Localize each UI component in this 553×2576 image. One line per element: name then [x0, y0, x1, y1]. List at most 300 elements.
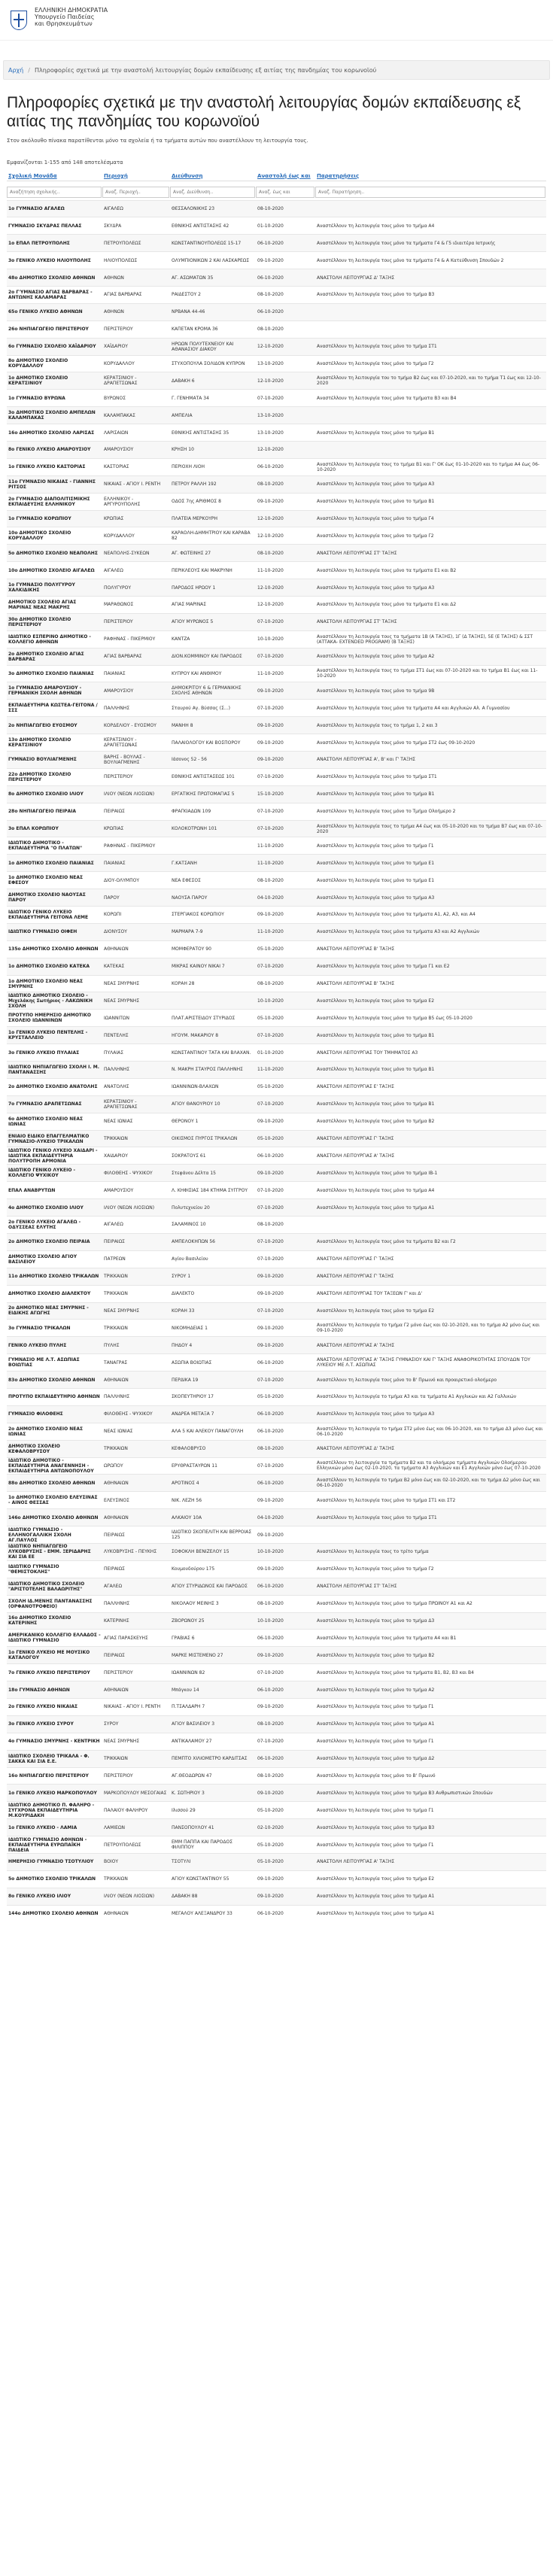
until-cell: 09-10-2020 [257, 1497, 284, 1503]
address-cell: ΠΛΑΤΕΙΑ ΜΕΡΚΟΥΡΗ [172, 515, 217, 521]
area-cell: ΑΘΗΝΑΙΩΝ [104, 1514, 129, 1520]
table-row [7, 1802, 546, 1819]
address-cell: ΝΡΒΑΝΑ 44-46 [172, 309, 205, 315]
address-cell: ΕΘΝΙΚΗΣ ΑΝΤΙΣΤΑΣΗΣ 42 [172, 223, 229, 229]
table-row [7, 1010, 546, 1027]
address-cell: ΑΓΙΟΥ ΘΑΝΟΥΡΙΟΥ 10 [172, 1101, 220, 1107]
table-header-row [7, 172, 546, 181]
until-cell: 12-10-2020 [257, 585, 284, 591]
table-row [7, 1854, 546, 1871]
address-cell: ΣΤΥΧΟΠΟΥΛΑ ΣΟΛΙΔΟΝ ΚΥΠΡΟΝ [172, 360, 245, 366]
table-row [7, 1733, 546, 1750]
table-row [7, 355, 546, 372]
area-cell: ΑΓΑΛΕΩ [104, 1584, 123, 1590]
address-cell: ΚΑΠΕΤΑΝ ΚΡΟΜΑ 36 [172, 327, 218, 333]
address-cell: ΚΟΡΑΗ 28 [172, 981, 195, 987]
until-cell: 11-10-2020 [257, 567, 284, 573]
address-cell: ΗΡΩΩΝ ΠΟΛΥΤΕΧΝΕΙΟΥ ΚΑΙ ΑΘΑΝΑΣΙΟΥ ΔΙΑΚΟΥ [172, 341, 234, 352]
address-cell: ΜΑΡΜΑΡΑ 7-9 [172, 929, 203, 935]
school-cell: ΙΔΙΩΤΙΚΟ ΓΕΝΙΚΟ ΛΥΚΕΙΟ - ΚΟΛΛΕΓΙΟ ΨΥΧΙΚΟΥ [8, 1168, 76, 1179]
school-cell: 1ο ΓΕΝΙΚΟ ΛΥΚΕΙΟ ΜΑΡΚΟΠΟΥΛΟΥ [8, 1790, 97, 1796]
address-cell: ΠΕΡΙΟΧΗ ΛΙΟΗ [172, 464, 205, 470]
address-cell: ΜΑΡΚΕ ΜΙΣΤΕΜΕΝΟ 27 [172, 1652, 223, 1658]
area-cell: ΣΚΥΔΡΑ [104, 223, 122, 229]
address-cell: ΟΔΟΣ 7ης ΑΡΙΘΜΟΣ 8 [172, 499, 221, 505]
until-cell: 12-10-2020 [257, 515, 284, 521]
area-cell: ΛΑΡΙΣΑΙΩΝ [104, 430, 129, 436]
area-cell: ΚΡΩΠΙΑΣ [104, 826, 124, 831]
address-cell: ΙΔΙΩΤΙΚΟ ΣΚΟΠΕΛΙΤΗ ΚΑΙ ΒΕΡΡΟΙΑΣ 125 [172, 1530, 252, 1541]
area-cell: ΤΡΙΚΚΑΙΩΝ [104, 1446, 128, 1452]
school-cell: ΕΚΠΑΙΔΕΥΤΗΡΙΑ ΚΩΣΤΕΑ-ΓΕΙΤΟΝΑ / ΣΣΣ [8, 703, 98, 714]
notes-cell: Αναστέλλουν τη λειτουργία τους μόνο το τμήμα Ε2 [317, 1308, 435, 1314]
until-cell: 06-10-2020 [257, 1480, 284, 1486]
notes-cell: Αναστέλλουν τη λειτουργία τους μόνο τα τμήματα Β2 και Γ2 [317, 1239, 456, 1245]
notes-cell: Αναστέλλουν τη λειτουργία τους μόνο το Τμήμα Ολοήμερο 2 [317, 809, 456, 815]
until-cell: 12-10-2020 [257, 378, 284, 384]
notes-cell: Αναστέλλουν τη λειτουργία τους μόνο το τμήμα Α4 [317, 1187, 435, 1193]
until-cell: 07-10-2020 [257, 1463, 284, 1469]
until-cell: 07-10-2020 [257, 619, 284, 625]
notes-cell: Αναστέλλουν τη λειτουργία τους μόνο το τμήμα Ε2 [317, 1876, 435, 1882]
school-cell: 48ο ΔΗΜΟΤΙΚΟ ΣΧΟΛΕΙΟ ΑΘΗΝΩΝ [8, 275, 96, 281]
table-row [7, 1182, 546, 1199]
notes-cell: Αναστέλλουν τη λειτουργία τους μόνο το τμήμα ΣΤ2 έως 09-10-2020 [317, 740, 476, 746]
area-cell: ΚΑΤΕΚΑΣ [104, 964, 125, 970]
filter-area-input[interactable] [102, 187, 169, 198]
until-cell: 10-10-2020 [257, 1618, 284, 1624]
until-cell: 05-10-2020 [257, 1807, 284, 1813]
school-cell: 11ο ΔΗΜΟΤΙΚΟ ΣΧΟΛΕΙΟ ΤΡΙΚΑΛΩΝ [8, 1274, 99, 1280]
until-cell: 05-10-2020 [257, 1394, 284, 1400]
notes-cell: Αναστέλλουν τη λειτουργία τους μόνο το τμήμα Α1 [317, 1911, 435, 1917]
until-cell: 05-10-2020 [257, 1084, 284, 1090]
table-row [7, 1526, 546, 1544]
notes-cell: Αναστέλλουν τη λειτουργία τους μόνο το τμήμα Α3 [317, 1411, 435, 1417]
table-row [7, 1062, 546, 1079]
area-cell: ΠΕΡΙΣΤΕΡΙΟΥ [104, 1773, 133, 1779]
notes-cell: Αναστέλλουν τη λειτουργία τους μόνο το τμήμα Γ1 και Ε2 [317, 964, 450, 970]
until-cell: 09-10-2020 [257, 757, 284, 763]
until-cell: 07-10-2020 [257, 705, 284, 711]
until-cell: 10-10-2020 [257, 998, 284, 1004]
area-cell: ΠΑΡΟΥ [104, 895, 120, 901]
area-cell: ΠΕΡΙΣΤΕΡΙΟΥ [104, 327, 133, 333]
notes-cell: Αναστέλλουν τη λειτουργία τους μόνο το τμήμα Δ3 [317, 1618, 435, 1624]
until-cell: 11-10-2020 [257, 929, 284, 935]
school-cell: 2ο ΔΗΜΟΤΙΚΟ ΣΧΟΛΕΙΟ ΑΓΙΑΣ ΒΑΡΒΑΡΑΣ [8, 651, 84, 662]
address-cell: ΚΑΡΑΟΛΗ-ΔΗΜΗΤΡΙΟΥ ΚΑΙ ΚΑΡΑΒΑ 82 [172, 530, 251, 542]
table-row [7, 252, 546, 269]
until-cell: 06-10-2020 [257, 464, 284, 470]
notes-cell: Αναστέλλουν τη λειτουργία τους μόνο το τμήμα Β3 [317, 292, 435, 298]
area-cell: ΑΘΗΝΩΝ [104, 309, 124, 315]
table-row [7, 1423, 546, 1440]
school-cell: ΙΔΙΩΤΙΚΟ ΔΗΜΟΤΙΚΟ - ΕΚΠΑΙΔΕΥΤΗΡΙΑ "Ο ΠΛΑΤΩΝ" [8, 840, 83, 852]
area-cell: ΝΕΑΣ ΣΜΥΡΝΗΣ [104, 998, 140, 1004]
table-row [7, 1440, 546, 1457]
school-cell: 1ο ΓΥΜΝΑΣΙΟ ΚΟΡΩΠΙΟΥ [8, 515, 71, 521]
column-header-address[interactable]: Διεύθυνση [170, 172, 256, 181]
address-cell: ΠΑΛΑΙΟΛΟΓΟΥ ΚΑΙ ΒΟΣΠΟΡΟΥ [172, 740, 241, 746]
area-cell: ΠΑΛΛΗΝΗΣ [104, 1067, 130, 1073]
column-header-until[interactable]: Αναστολή έως και [256, 172, 315, 181]
area-cell: ΠΥΛΗΣ [104, 1342, 120, 1348]
area-cell: ΑΜΑΡΟΥΣΙΟΥ [104, 447, 134, 453]
table-row [7, 717, 546, 734]
table-row [7, 1320, 546, 1337]
table-row [7, 269, 546, 287]
area-cell: ΝΕΑΣ ΣΜΥΡΝΗΣ [104, 981, 140, 987]
notes-cell: Αναστέλλουν τη λειτουργία τους μόνο το τμήμα Ε1 [317, 860, 435, 866]
table-row [7, 1372, 546, 1389]
area-cell: ΠΕΡΙΣΤΕΡΙΟΥ [104, 774, 133, 780]
school-cell: 3ο ΔΗΜΟΤΙΚΟ ΣΧΟΛΕΙΟ ΠΑΙΑΝΙΑΣ [8, 670, 94, 676]
address-cell: Ιάσονος 52 - 56 [172, 757, 207, 763]
table-row [7, 1630, 546, 1647]
notes-cell: Αναστέλλουν τη λειτουργία τους μόνο το τμήμα Γ2 [317, 533, 434, 539]
notes-cell [315, 303, 546, 320]
table-row [7, 1250, 546, 1268]
table-row [7, 768, 546, 785]
notes-cell: Αναστέλλουν τη λειτουργία τους μόνο το τμήμα Β2 [317, 1652, 435, 1658]
address-cell: ΘΕΣΣΑΛΟΝΙΚΗΣ 23 [172, 205, 215, 211]
table-row [7, 1217, 546, 1234]
until-cell: 09-10-2020 [257, 1704, 284, 1710]
until-cell: 08-10-2020 [257, 1721, 284, 1727]
address-cell [170, 837, 256, 855]
until-cell: 08-10-2020 [257, 550, 284, 556]
table-row [7, 407, 546, 424]
area-cell: ΛΥΚΟΒΡΥΣΗΣ - ΠΕΥΚΗΣ [104, 1549, 157, 1555]
school-cell: ΓΥΜΝΑΣΙΟ ΒΟΥΛΙΑΓΜΕΝΗΣ [8, 757, 77, 763]
table-row [7, 1492, 546, 1509]
table-row [7, 992, 546, 1010]
address-cell: ΠΗΔΟΥ 4 [172, 1342, 193, 1348]
table-filter-row [7, 181, 546, 200]
school-cell: 8ο ΔΗΜΟΤΙΚΟ ΣΧΟΛΕΙΟ ΙΛΙΟΥ [8, 791, 84, 797]
area-cell: ΑΘΗΝΑΙΩΝ [104, 946, 129, 952]
until-cell: 11-10-2020 [257, 1067, 284, 1073]
address-cell: ΜΑΝΗΗ 8 [172, 722, 193, 728]
table-row [7, 1681, 546, 1699]
until-cell: 09-10-2020 [257, 1894, 284, 1900]
address-cell: ΑΓΙΟΥ ΣΤΥΡΙΔΩΝΟΣ ΚΑΙ ΠΑΡΟΔΟΣ [172, 1584, 248, 1590]
notes-cell: ΑΝΑΣΤΟΛΗ ΛΕΙΤΟΥΡΓΙΑΣ Δ' ΤΑΞΗΣ [317, 1446, 395, 1452]
table-row [7, 1405, 546, 1423]
school-cell: 2ο ΓΕΝΙΚΟ ΛΥΚΕΙΟ ΝΙΚΑΙΑΣ [8, 1704, 78, 1710]
school-cell: 3ο ΔΗΜΟΤΙΚΟ ΣΧΟΛΕΙΟ ΑΜΠΕΛΩΝ ΚΑΛΑΜΠΑΚΑΣ [8, 410, 96, 421]
area-cell: ΠΕΡΙΣΤΕΡΙΟΥ [104, 1669, 133, 1675]
table-row [7, 510, 546, 527]
address-cell: ΠΕΡΔΙΚΑ 19 [172, 1377, 199, 1383]
notes-cell: Αναστέλλουν τη λειτουργία τους μόνο το τμήμα ΙΒ-1 [317, 1170, 438, 1176]
table-row [7, 803, 546, 820]
until-cell: 09-10-2020 [257, 257, 284, 263]
school-cell: 1ο ΔΗΜΟΤΙΚΟ ΣΧΟΛΕΙΟ ΝΕΑΣ ΕΦΕΣΟΥ [8, 875, 84, 886]
notes-cell: Αναστέλλουν τη λειτουργία τους μόνο το τμήμα Α3 [317, 895, 435, 901]
notes-cell: Αναστέλλουν τη λειτουργία τους μόνο το τμήμα Α2 [317, 1687, 435, 1693]
table-row [7, 1664, 546, 1681]
until-cell: 08-10-2020 [257, 481, 284, 488]
address-cell: ΚΑΝΤΖΑ [172, 636, 190, 642]
until-cell: 06-10-2020 [257, 1429, 284, 1435]
until-cell: 02-10-2020 [257, 1824, 284, 1830]
school-cell: 1ο ΔΗΜΟΤΙΚΟ ΣΧΟΛΕΙΟ ΚΕΡΑΤΣΙΝΙΟΥ [8, 375, 68, 387]
column-header-notes[interactable]: Παρατηρήσεις [315, 172, 546, 181]
until-cell: 04-10-2020 [257, 1514, 284, 1520]
school-cell: 8ο ΓΕΝΙΚΟ ΛΥΚΕΙΟ ΙΛΙΟΥ [8, 1894, 71, 1900]
address-cell: ΑΜΠΕΛΙΑ [172, 412, 193, 418]
address-cell: ΝΙΚΟΜΗΔΕΙΑΣ 1 [172, 1325, 208, 1331]
notes-cell: Αναστέλλουν τη λειτουργία τους μόνο το τμήμα Β2 [317, 1119, 435, 1125]
filter-school-input[interactable] [7, 187, 102, 198]
school-cell: 83ο ΔΗΜΟΤΙΚΟ ΣΧΟΛΕΙΟ ΑΘΗΝΩΝ [8, 1377, 96, 1383]
area-cell: ΠΥΛΑΙΑΣ [104, 1050, 124, 1056]
table-row [7, 562, 546, 579]
address-cell: ΟΛΥΜΠΙΟΝΙΚΩΝ 2 ΚΑΙ ΛΑΣΚΑΡΕΩΣ [172, 257, 250, 263]
table-row [7, 1647, 546, 1664]
school-cell: 1ο ΔΗΜΟΤΙΚΟ ΣΧΟΛΕΙΟ ΝΕΑΣ ΣΜΥΡΝΗΣ [8, 978, 84, 989]
address-cell: ΔΑΒΑΚΗ 88 [172, 1894, 198, 1900]
address-cell: Γ. ΓΕΝΗΜΑΤΑ 34 [172, 395, 209, 401]
table-row [7, 458, 546, 475]
breadcrumb-home-link[interactable]: Αρχή [8, 66, 24, 74]
school-cell: 2ο ΔΗΜΟΤΙΚΟ ΣΧΟΛΕΙΟ ΑΝΑΤΟΛΗΣ [8, 1084, 98, 1090]
area-cell: ΚΕΡΑΤΣΙΝΙΟΥ - ΔΡΑΠΕΤΣΩΝΑΣ [104, 375, 138, 387]
address-cell: Κουμουδούρου 175 [172, 1566, 215, 1572]
address-cell: Αγίου Βασιλείου [172, 1256, 208, 1262]
until-cell: 08-10-2020 [257, 1773, 284, 1779]
address-cell: ΑΡΟΤΙΝΟΣ 4 [172, 1480, 199, 1486]
address-cell: ΚΩΝΣΤΑΝΤΙΝΟΥ ΤΑΤΑ ΚΑΙ ΒΛΑΧΑΝ. [172, 1050, 251, 1056]
area-cell: ΜΑΡΑΘΩΝΟΣ [104, 602, 134, 608]
until-cell: 07-10-2020 [257, 1239, 284, 1245]
until-cell: 10-10-2020 [257, 636, 284, 642]
notes-cell [315, 200, 546, 217]
address-cell: ΣΚΟΠΕΥΤΗΡΙΟΥ 17 [172, 1394, 214, 1400]
area-cell: ΑΝΑΤΟΛΗΣ [104, 1084, 129, 1090]
until-cell: 06-10-2020 [257, 1756, 284, 1762]
until-cell: 09-10-2020 [257, 1325, 284, 1331]
address-cell: ΑΓ.ΘΕΟΔΩΡΩΝ 47 [172, 1773, 212, 1779]
notes-cell: Αναστέλλουν τη λειτουργία τους μόνο το τμήμα Β1 [317, 430, 435, 436]
ministry-line: ΕΛΛΗΝΙΚΗ ΔΗΜΟΚΡΑΤΙΑ [35, 7, 108, 14]
page-title: Πληροφορίες σχετικά με την αναστολή λειτουργίας δομών εκπαίδευσης εξ αιτίας της πανδημίας του κορωνοϊού [7, 94, 521, 130]
notes-cell: ΑΝΑΣΤΟΛΗ ΛΕΙΤΟΥΡΓΙΑΣ ΤΟΥ ΤΜΗΜΑΤΟΣ Α3 [317, 1050, 418, 1056]
school-cell: ΔΗΜΟΤΙΚΟ ΣΧΟΛΕΙΟ ΝΑΟΥΣΑΣ ΠΑΡΟΥ [8, 892, 86, 904]
area-cell: ΠΕΙΡΑΙΩΣ [104, 809, 125, 815]
school-cell: 1ο ΓΥΜΝΑΣΙΟ ΠΟΛΥΓΥΡΟΥ ΧΑΛΚΙΔΙΚΗΣ [8, 582, 75, 594]
until-cell: 09-10-2020 [257, 1342, 284, 1348]
table-row [7, 372, 546, 390]
address-cell: Σταυρού Αγ. Βύσσας (Σ...) [172, 705, 230, 711]
notes-cell: Αναστέλλουν τη λειτουργία τους μόνο το τμήμα Β5 έως 05-10-2020 [317, 1015, 472, 1021]
table-row [7, 1044, 546, 1062]
school-cell: 28ο ΝΗΠΙΑΓΩΓΕΙΟ ΠΕΙΡΑΙΑ [8, 809, 77, 815]
school-cell: 88ο ΔΗΜΟΤΙΚΟ ΣΧΟΛΕΙΟ ΑΘΗΝΩΝ [8, 1480, 96, 1486]
area-cell: ΩΡΩΠΟΥ [104, 1463, 123, 1469]
school-cell: ΓΥΜΝΑΣΙΟ ΜΕ Λ.Τ. ΑΣΩΠΙΑΣ ΒΟΙΩΤΙΑΣ [8, 1357, 80, 1368]
school-cell: ΓΕΝΙΚΟ ΛΥΚΕΙΟ ΠΥΛΗΣ [8, 1342, 67, 1348]
address-cell: ΘΕΡΟΝΟΥ 1 [172, 1119, 199, 1125]
notes-cell: Αναστέλλουν τη λειτουργία το τμήμα Β2 μόνο έως και 02-10-2020, και το τμήμα Δ2 μόνο έως και 06-10-2020 [317, 1478, 540, 1489]
table-row [7, 424, 546, 442]
area-cell: ΕΛΕΥΣΙΝΟΣ [104, 1497, 129, 1503]
notes-cell: ΑΝΑΣΤΟΛΗ ΛΕΙΤΟΥΡΓΙΑΣ Γ' ΤΑΞΗΣ [317, 1136, 394, 1142]
notes-cell: Αναστέλλουν τη λειτουργία τους μόνο το τμήμα Β1 [317, 1067, 435, 1073]
address-cell: ΑΝΤΙΚΑΛΑΜΟΥ 27 [172, 1739, 212, 1745]
notes-cell: Αναστέλλουν τη λειτουργία τους μόνο τα τμήματα Γ4 & Γ5 ιδιαιτέρα Ιατρικής [317, 240, 496, 246]
table-row [7, 1027, 546, 1044]
area-cell: ΑΘΗΝΑΙΩΝ [104, 1687, 129, 1693]
table-row [7, 1560, 546, 1578]
table-row [7, 200, 546, 217]
until-cell: 07-10-2020 [257, 1204, 284, 1211]
notes-cell: ΑΝΑΣΤΟΛΗ ΛΕΙΤΟΥΡΓΙΑΣ Α' ΤΑΞΗΣ ΓΥΜΝΑΣΙΟΥ ΚΑΙ Γ' ΤΑΞΗΣ ΑΝΑΦΟΡΙΚΟΤΗΤΑΣ ΣΠΟΥΔΩΝ ΤΟΥ ΛΥΚΕΙΟΥ ΜΕ Λ.Τ. ΑΣΩΠΙΑΣ [317, 1357, 530, 1368]
table-row [7, 235, 546, 252]
area-cell: ΠΑΛΛΗΝΗΣ [104, 1394, 130, 1400]
notes-cell: Αναστέλλουν τη λειτουργία τους μόνο το τμήμα Β1 [317, 791, 435, 797]
address-cell: ΔΙΑΛΕΚΤΟ [172, 1291, 195, 1297]
notes-cell: Αναστέλλουν τη λειτουργία τους μόνο το τμήμα Α1 [317, 1894, 435, 1900]
school-cell: ΙΔΙΩΤΙΚΟ ΓΥΜΝΑΣΙΟ "ΘΕΜΙΣΤΟΚΛΗΣ" [8, 1563, 59, 1575]
until-cell: 11-10-2020 [257, 860, 284, 866]
address-cell: ΣΟΦΟΚΛΗ ΒΕΝΙΖΕΛΟΥ 15 [172, 1549, 229, 1555]
school-cell: ΙΔΙΩΤΙΚΟ ΔΗΜΟΤΙΚΟ ΣΧΟΛΕΙΟ - Μιχελάκης Σωτήριος - ΛΑΚΩΝΙΚΗ ΣΧΟΛΗ [8, 992, 93, 1009]
area-cell: ΔΙΟΥ-ΟΛΥΜΠΟΥ [104, 877, 139, 883]
address-cell: ΗΓΟΥΜ. ΜΑΚΑΡΙΟΥ 8 [172, 1032, 219, 1038]
table-row [7, 872, 546, 889]
notes-cell: Αναστέλλουν τη λειτουργία τους μόνο το τμήμα Γ1 [317, 1842, 434, 1848]
school-cell: 1ο ΓΥΜΝΑΣΙΟ ΑΓΑΛΕΩ [8, 205, 65, 211]
notes-cell: Αναστέλλουν τη λειτουργία τους μόνο το τμήμα Α3 [317, 481, 435, 488]
notes-cell: Αναστέλλουν τη λειτουργία τους μόνο το τμήμα ΣΤ1 [317, 344, 437, 350]
notes-cell: Αναστέλλουν τη λειτουργία το τμήμα ΣΤ2 μόνο έως και 06-10-2020, και το τμήμα Δ3 μόνο έως και 06-10-2020 [317, 1426, 543, 1437]
school-cell: ΙΔΙΩΤΙΚΟ ΔΗΜΟΤΙΚΟ ΣΧΟΛΕΙΟ "ΑΡΙΣΤΟΤΕΛΗΣ ΒΑΛΑΩΡΙΤΗΣ" [8, 1581, 85, 1592]
area-cell: ΠΑΙΑΝΙΑΣ [104, 860, 126, 866]
notes-cell: ΑΝΑΣΤΟΛΗ ΛΕΙΤΟΥΡΓΙΑΣ ΣΤ' ΤΑΞΗΣ [317, 550, 397, 556]
school-cell: 4ο ΓΥΜΝΑΣΙΟ ΣΜΥΡΝΗΣ - ΚΕΝΤΡΙΚΗ [8, 1739, 100, 1745]
notes-cell: Αναστέλλουν τη λειτουργία τους μόνο το τμήμα Δ2 [317, 1756, 435, 1762]
area-cell: ΑΜΑΡΟΥΣΙΟΥ [104, 688, 134, 694]
school-cell: 7ο ΓΥΜΝΑΣΙΟ ΔΡΑΠΕΤΣΩΝΑΣ [8, 1101, 82, 1107]
table-row [7, 475, 546, 493]
notes-cell: Αναστέλλουν τη λειτουργία τους μόνο τα τμήματα Α4 και Β1 [317, 1635, 457, 1641]
notes-cell: Αναστέλλουν τη λειτουργία τους μόνο το τμήμα Γ1 [317, 843, 434, 849]
table-row [7, 1095, 546, 1113]
school-cell: ΙΔΙΩΤΙΚΟ ΔΗΜΟΤΙΚΟ - ΕΚΠΑΙΔΕΥΤΗΡΙΑ ΑΝΑΓΕΝΝΗΣΗ - ΕΚΠΑΙΔΕΥΤΗΡΙΑ ΑΝΤΩΝΟΠΟΥΛΟΥ [8, 1457, 94, 1474]
table-row [7, 1388, 546, 1405]
column-header-school[interactable]: Σχολική Μονάδα [7, 172, 102, 181]
school-cell: ΙΔΙΩΤΙΚΟ ΝΗΠΙΑΓΩΓΕΙΟ ΣΧΟΛΗ Ι. Μ. ΠΑΝΤΑΝΑΣΣΗΣ [8, 1064, 100, 1075]
address-cell: ΣΟΚΡΑΤΟΥΣ 61 [172, 1153, 206, 1159]
area-cell: ΑΙΓΑΛΕΩ [104, 205, 123, 211]
notes-cell [315, 1217, 546, 1234]
school-cell: ΙΔΙΩΤΙΚΟ ΝΗΠΙΑΓΩΓΕΙΟ ΛΥΚΟΒΡΥΣΗΣ - ΕΜΜ. ΞΕΡΙΔΑΡΗΣ ΚΑΙ ΣΙΑ ΕΕ [8, 1544, 91, 1560]
until-cell: 09-10-2020 [257, 1170, 284, 1176]
until-cell: 07-10-2020 [257, 395, 284, 401]
table-row [7, 286, 546, 303]
area-cell: ΑΓΙΑΣ ΒΑΡΒΑΡΑΣ [104, 292, 142, 298]
table-row [7, 1337, 546, 1354]
address-cell: ΝΑΟΥΣΑ ΠΑΡΟΥ [172, 895, 208, 901]
address-cell: ΑΝΔΡΕΑ ΜΕΤΑΞΑ 7 [172, 1411, 214, 1417]
address-cell: ΑΓΙΟΥ ΒΑΣΙΛΕΙΟΥ 3 [172, 1721, 215, 1727]
school-cell: 146ο ΔΗΜΟΤΙΚΟ ΣΧΟΛΕΙΟ ΑΘΗΝΩΝ [8, 1514, 99, 1520]
school-cell: 13ο ΔΗΜΟΤΙΚΟ ΣΧΟΛΕΙΟ ΚΕΡΑΤΣΙΝΙΟΥ [8, 737, 71, 749]
school-cell: 1ο ΓΕΝΙΚΟ ΛΥΚΕΙΟ ΠΕΝΤΕΛΗΣ - ΚΡΥΣΤΑΛΛΕΙΟ [8, 1030, 88, 1041]
notes-cell: Αναστέλλουν τη λειτουργία τους μόνο το τμήμα ΣΤ1 και ΣΤ2 [317, 1497, 456, 1503]
until-cell: 09-10-2020 [257, 1119, 284, 1125]
school-cell: 2ο ΓΥΜΝΑΣΙΟ ΔΙΑΠΟΛΙΤΙΣΜΙΚΗΣ ΕΚΠΑΙΔΕΥΣΗΣ ΕΛΛΗΝΙΚΟΥ [8, 496, 90, 507]
notes-cell: Αναστέλλουν τη λειτουργία τους μόνο το τμήμα ΣΤ1 [317, 774, 437, 780]
table-row [7, 1785, 546, 1802]
area-cell: ΝΙΚΑΙΑΣ - ΑΓΙΟΥ Ι. ΡΕΝΤΗ [104, 1704, 161, 1710]
until-cell: 08-10-2020 [257, 327, 284, 333]
notes-cell: ΑΝΑΣΤΟΛΗ ΛΕΙΤΟΥΡΓΙΑΣ ΤΟΥ ΤΑΞΕΩΝ Γ' και Δ' [317, 1291, 423, 1297]
filter-address-input[interactable] [170, 187, 255, 198]
area-cell: ΚΕΡΑΤΣΙΝΙΟΥ - ΔΡΑΠΕΤΣΩΝΑΣ [104, 737, 138, 749]
table-row [7, 665, 546, 682]
school-cell: 2ο ΔΗΜΟΤΙΚΟ ΣΧΟΛΕΙΟ ΠΕΙΡΑΙΑ [8, 1239, 90, 1245]
until-cell: 09-10-2020 [257, 740, 284, 746]
notes-cell: Αναστέλλουν τη λειτουργία τους μόνο τα τμήματα Β1, Β2, Β3 και Β4 [317, 1669, 474, 1675]
until-cell: 05-10-2020 [257, 1136, 284, 1142]
until-cell: 05-10-2020 [257, 1842, 284, 1848]
area-cell: ΚΑΛΑΜΠΑΚΑΣ [104, 412, 135, 418]
until-cell: 07-10-2020 [257, 1187, 284, 1193]
table-row [7, 579, 546, 597]
school-cell: ΓΥΜΝΑΣΙΟ ΣΚΥΔΡΑΣ ΠΕΛΛΑΣ [8, 223, 82, 229]
area-cell: ΚΕΡΑΤΣΙΝΙΟΥ - ΔΡΑΠΕΤΣΩΝΑΣ [104, 1098, 138, 1110]
until-cell: 12-10-2020 [257, 344, 284, 350]
area-cell: ΠΑΛΑΙΟΥ ΦΑΛΗΡΟΥ [104, 1807, 148, 1813]
school-cell: 1ο ΔΗΜΟΤΙΚΟ ΣΧΟΛΕΙΟ ΚΑΤΕΚΑ [8, 964, 90, 970]
notes-cell: Αναστέλλουν τη λειτουργία τους μόνο τα τμήματα Ε1 και Β2 [317, 567, 457, 573]
area-cell: ΚΟΡΥΔΑΛΛΟΥ [104, 360, 135, 366]
column-header-area[interactable]: Περιοχή [102, 172, 170, 181]
area-cell: ΑΜΑΡΟΥΣΙΟΥ [104, 1187, 134, 1193]
ministry-emblem-icon[interactable] [11, 11, 27, 30]
until-cell: 01-10-2020 [257, 223, 284, 229]
until-cell: 09-10-2020 [257, 688, 284, 694]
table-row [7, 1612, 546, 1630]
notes-cell: Αναστέλλουν τη λειτουργία τους μόνο το τμήμα 9Β [317, 688, 435, 694]
school-cell: 1ο ΓΥΜΝΑΣΙΟ ΑΜΑΡΟΥΣΙΟΥ - ΓΕΡΜΑΝΙΚΗ ΣΧΟΛΗ ΑΘΗΝΩΝ [8, 685, 82, 697]
area-cell: ΠΕΤΡΟΥΠΟΛΕΩΣ [104, 240, 141, 246]
address-cell: Πολυτεχνείου 20 [172, 1204, 210, 1211]
school-cell: ΙΔΙΩΤΙΚΟ ΓΥΜΝΑΣΙΟ ΟΙΦΕΗ [8, 929, 77, 935]
filter-until-input[interactable] [256, 187, 314, 198]
school-cell: 6ο ΔΗΜΟΤΙΚΟ ΣΧΟΛΕΙΟ ΝΕΑΣ ΙΩΝΙΑΣ [8, 1116, 84, 1127]
notes-cell: Αναστέλλουν τη λειτουργία τους μόνο τα τμήματα Γ4 & Α Κατεύθυνση Σπουδών 2 [317, 257, 504, 263]
school-cell: 16ο ΝΗΠΙΑΓΩΓΕΙΟ ΠΕΡΙΣΤΕΡΙΟΥ [8, 1773, 89, 1779]
table-row [7, 907, 546, 924]
area-cell: ΤΡΙΚΚΑΙΩΝ [104, 1756, 128, 1762]
area-cell: ΑΓΙΑΣ ΠΑΡΑΣΚΕΥΗΣ [104, 1635, 148, 1641]
until-cell: 07-10-2020 [257, 1101, 284, 1107]
ministry-name[interactable] [33, 7, 108, 27]
area-cell: ΒΟΙΟΥ [104, 1859, 118, 1865]
filter-notes-input[interactable] [315, 187, 545, 198]
address-cell: ΣΑΛΑΜΙΝΟΣ 10 [172, 1222, 206, 1228]
school-cell: ΙΔΙΩΤΙΚΟ ΕΣΠΕΡΙΝΟ ΔΗΜΟΤΙΚΟ - ΚΟΛΛΕΓΙΟ ΑΘΗΝΩΝ [8, 633, 91, 645]
area-cell: ΔΙΟΝΥΣΟΥ [104, 929, 127, 935]
address-cell: ΚΕΦΑΛΟΒΡΥΣΟ [172, 1446, 206, 1452]
notes-cell: ΑΝΑΣΤΟΛΗ ΛΕΙΤΟΥΡΓΙΑΣ Β' ΤΑΞΗΣ [317, 946, 395, 952]
notes-cell: Αναστέλλουν τη λειτουργία τους μόνο τα τμήματα Α4 και Αγγλικών Αλ. Α Γυμνασίου [317, 705, 510, 711]
